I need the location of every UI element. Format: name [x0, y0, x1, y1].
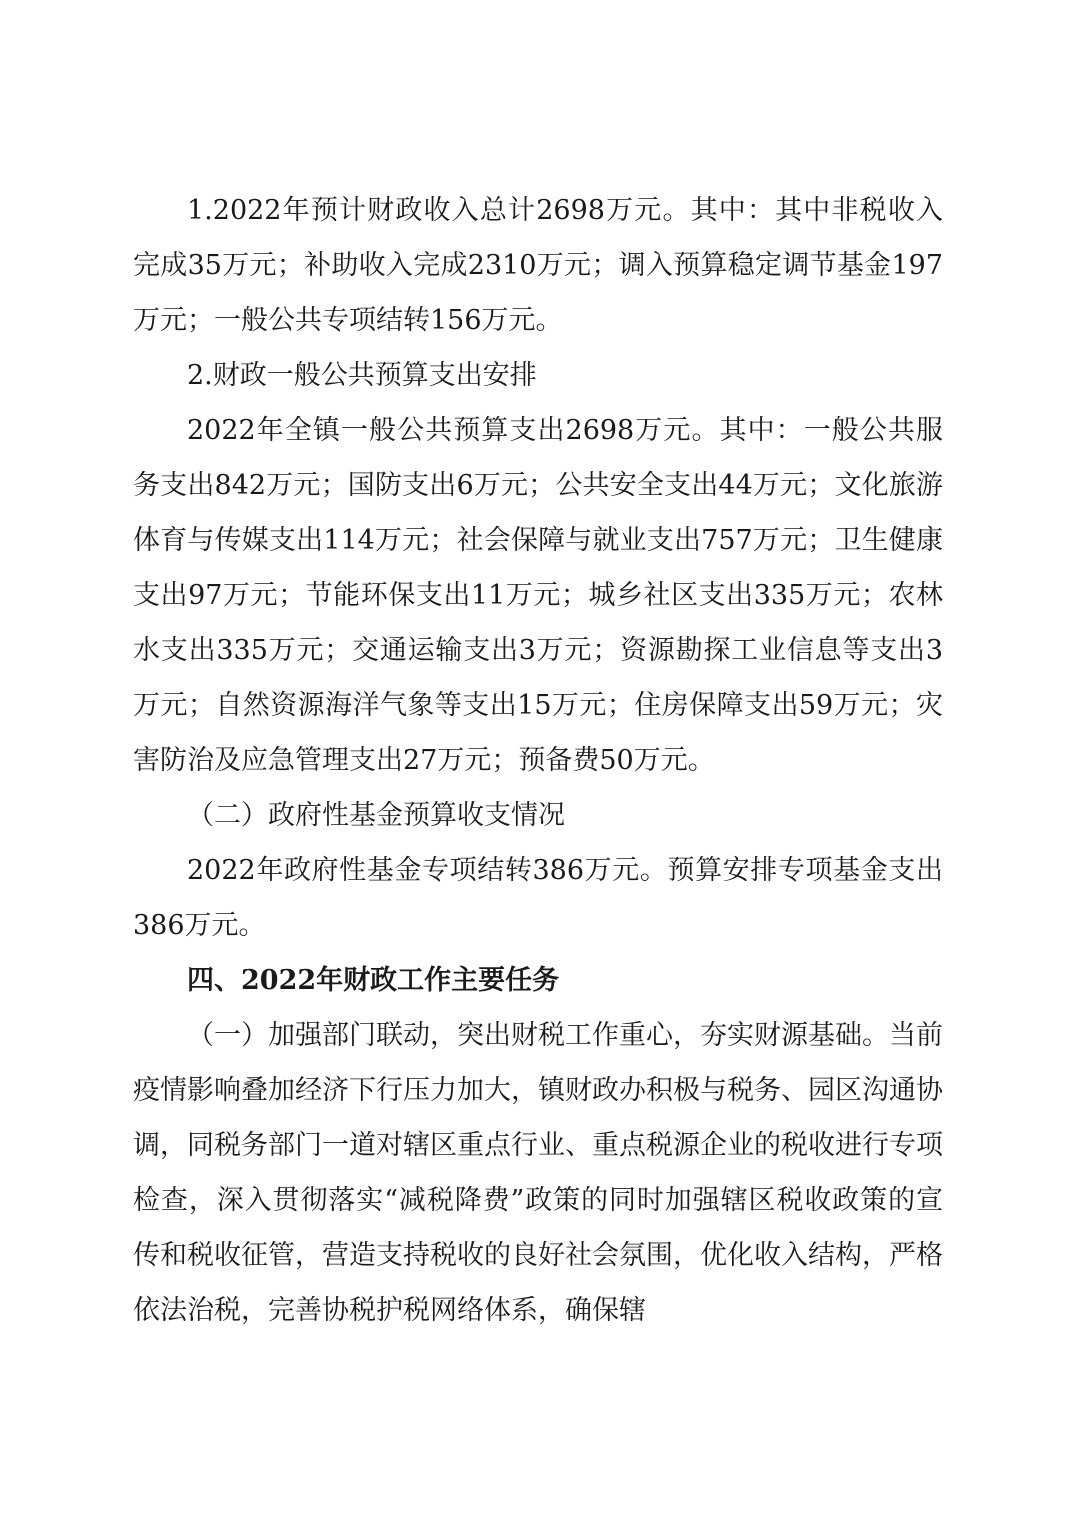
- section-heading-main-tasks: 四、2022年财政工作主要任务: [187, 965, 560, 996]
- paragraph-task-one: （一）加强部门联动，突出财税工作重心，夯实财源基础。当前疫情影响叠加经济下行压力加大，镇财政办积极与税务、园区沟通协调，同税务部门一道对辖区重点行业、重点税源企业的税收进行专项检查，深入贯彻落实“减税降费”政策的同时加强辖区税收政策的宣传和税收征管，营造支持税收的良好社会氛围，优化收入结构，严格依法治税，完善协税护税网络体系，确保辖: [133, 1020, 943, 1326]
- subheading-government-fund-budget: （二）政府性基金预算收支情况: [187, 800, 565, 831]
- paragraph-government-fund-details: 2022年政府性基金专项结转386万元。预算安排专项基金支出386万元。: [133, 855, 943, 941]
- subheading-expenditure-arrangement: 2.财政一般公共预算支出安排: [187, 360, 537, 391]
- document-page: [133, 183, 943, 1338]
- paragraph-revenue-estimate: 1.2022年预计财政收入总计2698万元。其中：其中非税收入完成35万元；补助收入完成2310万元；调入预算稳定调节基金197万元；一般公共专项结转156万元。: [133, 195, 943, 336]
- paragraph-expenditure-details: 2022年全镇一般公共预算支出2698万元。其中：一般公共服务支出842万元；国防支出6万元；公共安全支出44万元；文化旅游体育与传媒支出114万元；社会保障与就业支出757万元；卫生健康支出97万元；节能环保支出11万元；城乡社区支出335万元；农林水支出335万元；交通运输支出3万元；资源勘探工业信息等支出3万元；自然资源海洋气象等支出15万元；住房保障支出59万元；灾害防治及应急管理支出27万元；预备费50万元。: [133, 415, 943, 776]
